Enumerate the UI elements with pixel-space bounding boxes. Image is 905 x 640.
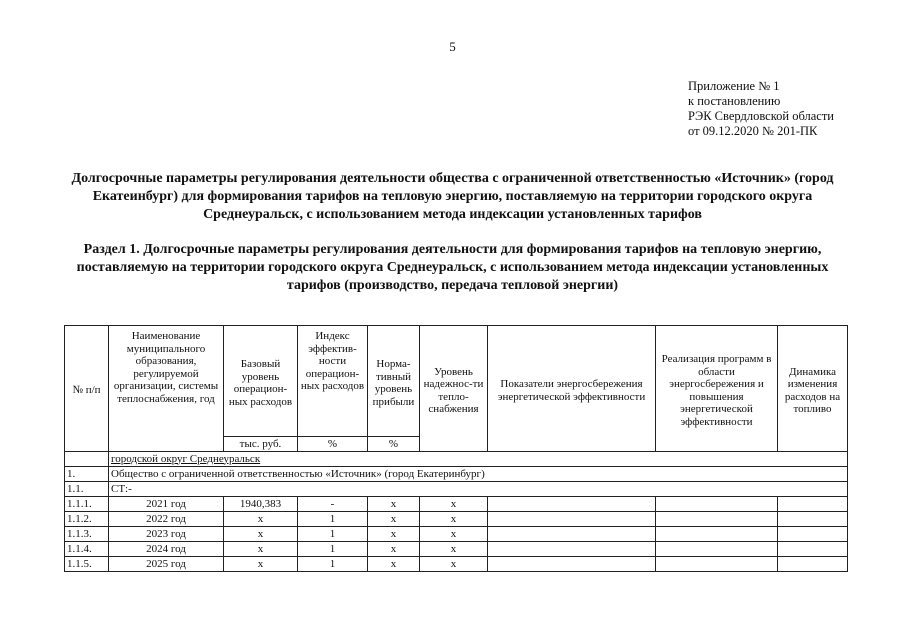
table-row-okrug [65, 452, 848, 467]
appendix-line: Приложение № 1 [688, 79, 780, 93]
row-reliability: х [420, 512, 488, 527]
row-reliability: х [420, 527, 488, 542]
row-base: х [224, 542, 298, 557]
document-title: Долгосрочные параметры регулирования деятельности общества с ограниченной ответственностью «Источник» (город Екатеинбург) для формирования тарифов на тепловую энергию, поставляемую на территории городского округа Среднеуральск, с использованием метода индексации установленных тарифов [71, 171, 834, 222]
unit-base: тыс. руб. [224, 437, 298, 452]
row-num: 1.1. [65, 482, 109, 497]
row-year: 2024 год [109, 542, 224, 557]
table-row [65, 557, 848, 572]
header-dynamics: Динамика изменения расходов на топливо [778, 326, 848, 452]
header-index: Индекс эффектив-ности операцион-ных расходов [298, 326, 368, 437]
unit-index: % [298, 437, 368, 452]
row-num: 1.1.3. [65, 527, 109, 542]
table-row [65, 497, 848, 512]
header-base: Базовый уровень операцион-ных расходов [224, 326, 298, 437]
table-row [65, 542, 848, 557]
row-year: 2022 год [109, 512, 224, 527]
header-programs: Реализация программ в области энергосбережения и повышения энергетической эффективности [656, 326, 778, 452]
header-name: Наименование муниципального образования, регулируемой организации, системы теплоснабжения, год [109, 326, 224, 452]
row-index: 1 [298, 527, 368, 542]
header-num: № п/п [65, 326, 109, 452]
row-num: 1.1.5. [65, 557, 109, 572]
parameters-table [64, 325, 848, 572]
appendix-line: к постановлению [688, 94, 781, 108]
appendix-line: от 09.12.2020 № 201-ПК [688, 124, 818, 138]
row-num: 1.1.1. [65, 497, 109, 512]
row-norm: х [368, 542, 420, 557]
row-num: 1. [65, 467, 109, 482]
row-base: 1940,383 [224, 497, 298, 512]
header-reliability: Уровень надежнос-ти тепло-снабжения [420, 326, 488, 452]
row-year: 2023 год [109, 527, 224, 542]
table-row-org [65, 467, 848, 482]
row-norm: х [368, 497, 420, 512]
okrug-name: городской округ Среднеуральск [109, 452, 848, 467]
table-row [65, 527, 848, 542]
row-index: 1 [298, 542, 368, 557]
row-num: 1.1.4. [65, 542, 109, 557]
row-year: 2021 год [109, 497, 224, 512]
header-norm: Норма-тивный уровень прибыли [368, 326, 420, 437]
row-base: х [224, 527, 298, 542]
row-reliability: х [420, 557, 488, 572]
row-index: 1 [298, 512, 368, 527]
row-norm: х [368, 527, 420, 542]
table-row [65, 512, 848, 527]
row-index: 1 [298, 557, 368, 572]
row-norm: х [368, 557, 420, 572]
section-title: Раздел 1. Долгосрочные параметры регулирования деятельности для формирования тарифов на тепловую энергию, поставляемую на территории городского округа Среднеуральск, с использованием метода индексации установленных тарифов (производство, передача тепловой энергии) [76, 242, 829, 293]
row-reliability: х [420, 497, 488, 512]
header-indicators: Показатели энергосбережения энергетической эффективности [488, 326, 656, 452]
row-norm: х [368, 512, 420, 527]
page-number: 5 [449, 39, 456, 54]
st-name: СТ:- [109, 482, 848, 497]
table-header-row [65, 326, 848, 437]
appendix-line: РЭК Свердловской области [688, 109, 834, 123]
row-year: 2025 год [109, 557, 224, 572]
row-reliability: х [420, 542, 488, 557]
row-index: - [298, 497, 368, 512]
row-base: х [224, 557, 298, 572]
row-num: 1.1.2. [65, 512, 109, 527]
row-base: х [224, 512, 298, 527]
org-name: Общество с ограниченной ответственностью «Источник» (город Екатеринбург) [109, 467, 848, 482]
appendix-block [688, 79, 834, 139]
table-row-st [65, 482, 848, 497]
unit-norm: % [368, 437, 420, 452]
